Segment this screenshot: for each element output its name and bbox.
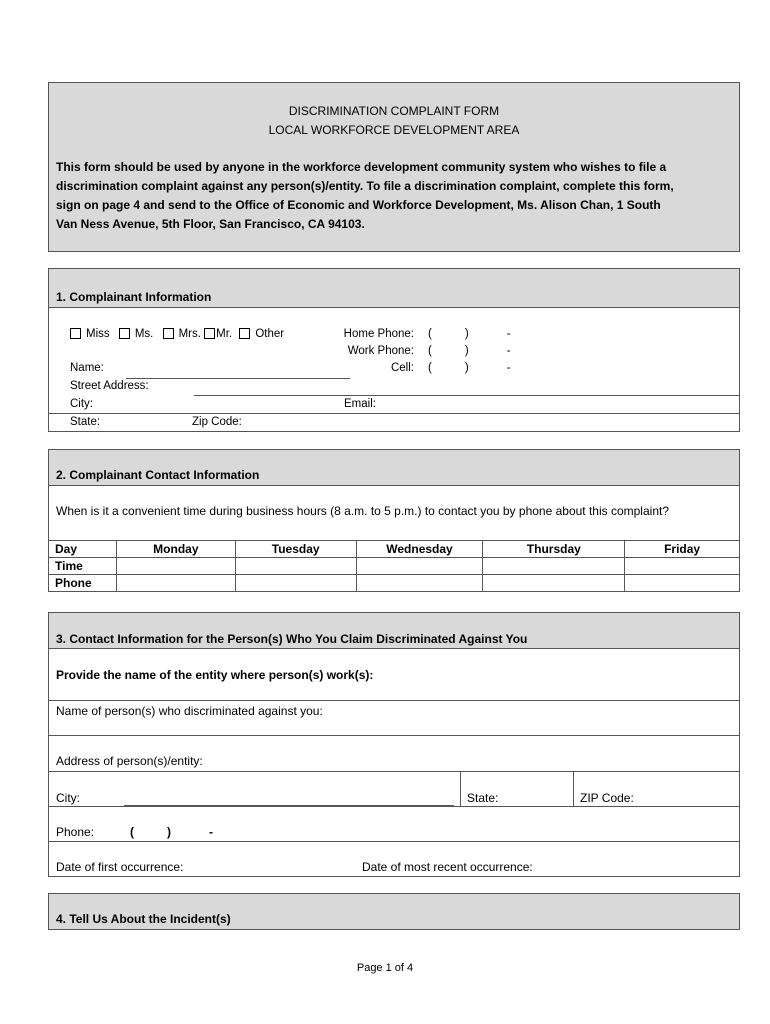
phone-row [49,575,740,592]
city-email-field[interactable] [48,413,740,414]
day-header: Day [49,541,117,558]
time-monday-cell[interactable] [116,558,235,575]
name-field[interactable] [126,378,350,379]
wednesday-header: Wednesday [356,541,483,558]
intro-line-4: Van Ness Avenue, 5th Floor, San Francisco, CA 94103. [56,217,365,231]
work-phone-label: Work Phone: [347,345,414,357]
entity-field[interactable] [48,700,740,701]
intro-line-2: discrimination complaint against any person(s)/entity. To file a discrimination complaint, complete this form, [56,179,674,193]
entity-city-label: City: [56,791,80,805]
friday-header: Friday [625,541,740,558]
checkbox-mr[interactable] [204,328,232,340]
monday-header: Monday [116,541,235,558]
work-phone-field[interactable] [428,345,511,357]
section1-title: 1. Complainant Information [56,290,212,304]
phone-row-bottom [48,841,740,842]
time-row [49,558,740,575]
section2-title: 2. Complainant Contact Information [56,468,260,482]
checkbox-other-label: Other [255,328,285,340]
entity-phone-dash: - [209,825,213,839]
checkbox-mrs[interactable] [163,328,201,340]
state-label: State: [70,416,101,428]
entity-label: Provide the name of the entity where person(s) work(s): [56,668,374,682]
zip-divider [573,771,574,806]
checkbox-ms-label: Ms. [134,328,154,340]
phone-friday-cell[interactable] [625,575,740,592]
form-subtitle: LOCAL WORKFORCE DEVELOPMENT AREA [268,123,520,137]
time-friday-cell[interactable] [625,558,740,575]
checkbox-miss[interactable] [70,328,110,340]
cell-phone-field[interactable] [428,362,511,374]
entity-phone-paren-open: ( [130,825,134,839]
home-phone-paren-open: ( [428,328,432,340]
city-label: City: [70,398,93,410]
page-number: Page 1 of 4 [356,962,414,974]
intro-line-1: This form should be used by anyone in the workforce development community system who wishes to file a [56,160,667,174]
entity-state-label: State: [467,791,499,805]
checkbox-mrs-label: Mrs. [178,328,201,340]
city-row-bottom [48,806,740,807]
time-row-label: Time [49,558,117,575]
home-phone-dash: - [506,328,511,340]
checkbox-mr-label: Mr. [216,328,233,340]
tuesday-header: Tuesday [235,541,356,558]
time-tuesday-cell[interactable] [235,558,356,575]
work-phone-paren-close: ) [464,345,469,357]
email-label: Email: [344,398,376,410]
phone-wednesday-cell[interactable] [356,575,483,592]
contact-schedule-table [48,540,740,592]
form-title: DISCRIMINATION COMPLAINT FORM [288,104,500,118]
entity-phone-paren-close: ) [167,825,171,839]
work-phone-dash: - [506,345,511,357]
address-label: Address of person(s)/entity: [56,754,203,768]
intro-line-3: sign on page 4 and send to the Office of Economic and Workforce Development, Ms. Alison Chan, 1 South [56,198,661,212]
phone-row-label: Phone [49,575,117,592]
street-label: Street Address: [70,380,149,392]
street-field[interactable] [194,395,740,396]
phone-tuesday-cell[interactable] [235,575,356,592]
first-occurrence-label: Date of first occurrence: [56,860,184,874]
time-thursday-cell[interactable] [483,558,625,575]
state-divider [460,771,461,806]
cell-phone-paren-open: ( [428,362,432,374]
phone-thursday-cell[interactable] [483,575,625,592]
recent-occurrence-label: Date of most recent occurrence: [362,860,533,874]
schedule-header-row [49,541,740,558]
phone-monday-cell[interactable] [116,575,235,592]
time-wednesday-cell[interactable] [356,558,483,575]
persons-field[interactable] [48,735,740,736]
checkbox-ms[interactable] [119,328,154,340]
entity-phone-field[interactable] [130,825,213,839]
section3-title: 3. Contact Information for the Person(s) Who You Claim Discriminated Against You [56,632,528,646]
home-phone-label: Home Phone: [343,328,414,340]
work-phone-paren-open: ( [428,345,432,357]
home-phone-field[interactable] [428,328,511,340]
persons-label: Name of person(s) who discriminated against you: [56,704,323,718]
section4-title: 4. Tell Us About the Incident(s) [56,912,231,926]
checkbox-miss-label: Miss [86,328,110,340]
address-field[interactable] [48,771,740,772]
contact-time-question: When is it a convenient time during business hours (8 a.m. to 5 p.m.) to contact you by phone about this complaint? [56,504,669,518]
entity-zip-label: ZIP Code: [580,791,634,805]
zip-label: Zip Code: [192,416,242,428]
home-phone-paren-close: ) [464,328,469,340]
thursday-header: Thursday [483,541,625,558]
cell-label: Cell: [390,362,414,374]
name-label: Name: [70,362,104,374]
cell-phone-dash: - [506,362,511,374]
checkbox-other[interactable] [239,328,284,340]
salutation-row [70,328,284,340]
entity-phone-label: Phone: [56,825,95,839]
cell-phone-paren-close: ) [464,362,469,374]
